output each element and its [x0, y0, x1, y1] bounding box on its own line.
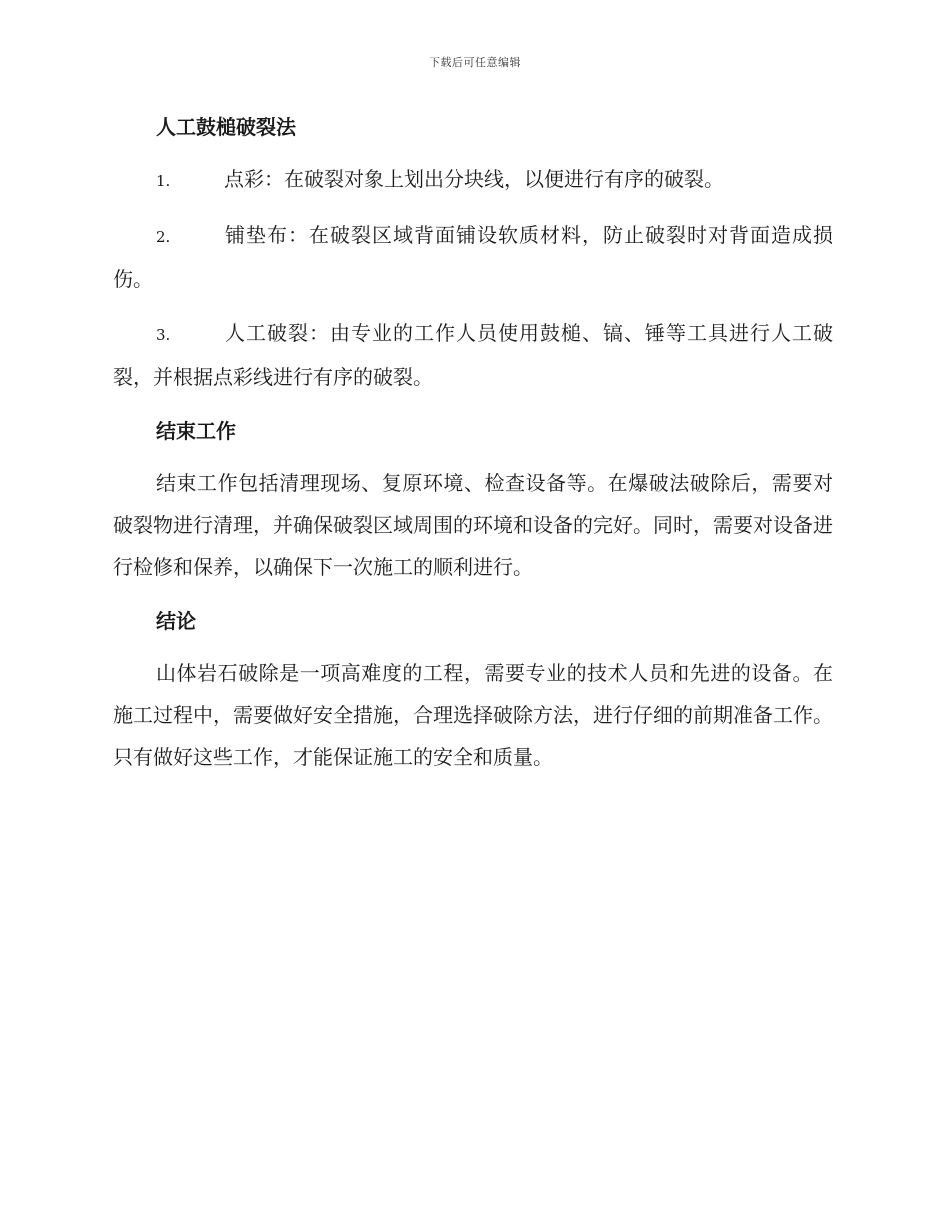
- list-item: [113, 214, 833, 300]
- section-heading-manual-breaking: 人工鼓槌破裂法: [156, 115, 296, 139]
- paragraph-conclusion: 山体岩石破除是一项高难度的工程，需要专业的技术人员和先进的设备。在施工过程中，需要做好安全措施，合理选择破除方法，进行仔细的前期准备工作。只有做好这些工作，才能保证施工的安全和质量。: [113, 661, 833, 769]
- list-item-text: 铺垫布：在破裂区域背面铺设软质材料，防止破裂时对背面造成损伤。: [113, 223, 833, 291]
- list-item: [113, 312, 833, 398]
- document-body: [113, 108, 833, 778]
- paragraph-finishing-work: 结束工作包括清理现场、复原环境、检查设备等。在爆破法破除后，需要对破裂物进行清理，并确保破裂区域周围的环境和设备的完好。同时，需要对设备进行检修和保养，以确保下一次施工的顺利进行。: [113, 471, 833, 579]
- list-item-text: 点彩：在破裂对象上划出分块线，以便进行有序的破裂。: [224, 167, 724, 191]
- list-item: [113, 158, 833, 202]
- section-heading-finishing-work: 结束工作: [156, 419, 236, 443]
- list-item-text: 人工破裂：由专业的工作人员使用鼓槌、镐、锤等工具进行人工破裂，并根据点彩线进行有序的破裂。: [113, 321, 833, 389]
- list-item-number: 3.: [156, 326, 171, 344]
- header-note: 下载后可任意编辑: [429, 56, 521, 69]
- section-heading-conclusion: 结论: [156, 609, 196, 633]
- list-item-number: 1.: [156, 172, 171, 190]
- list-item-number: 2.: [156, 228, 171, 246]
